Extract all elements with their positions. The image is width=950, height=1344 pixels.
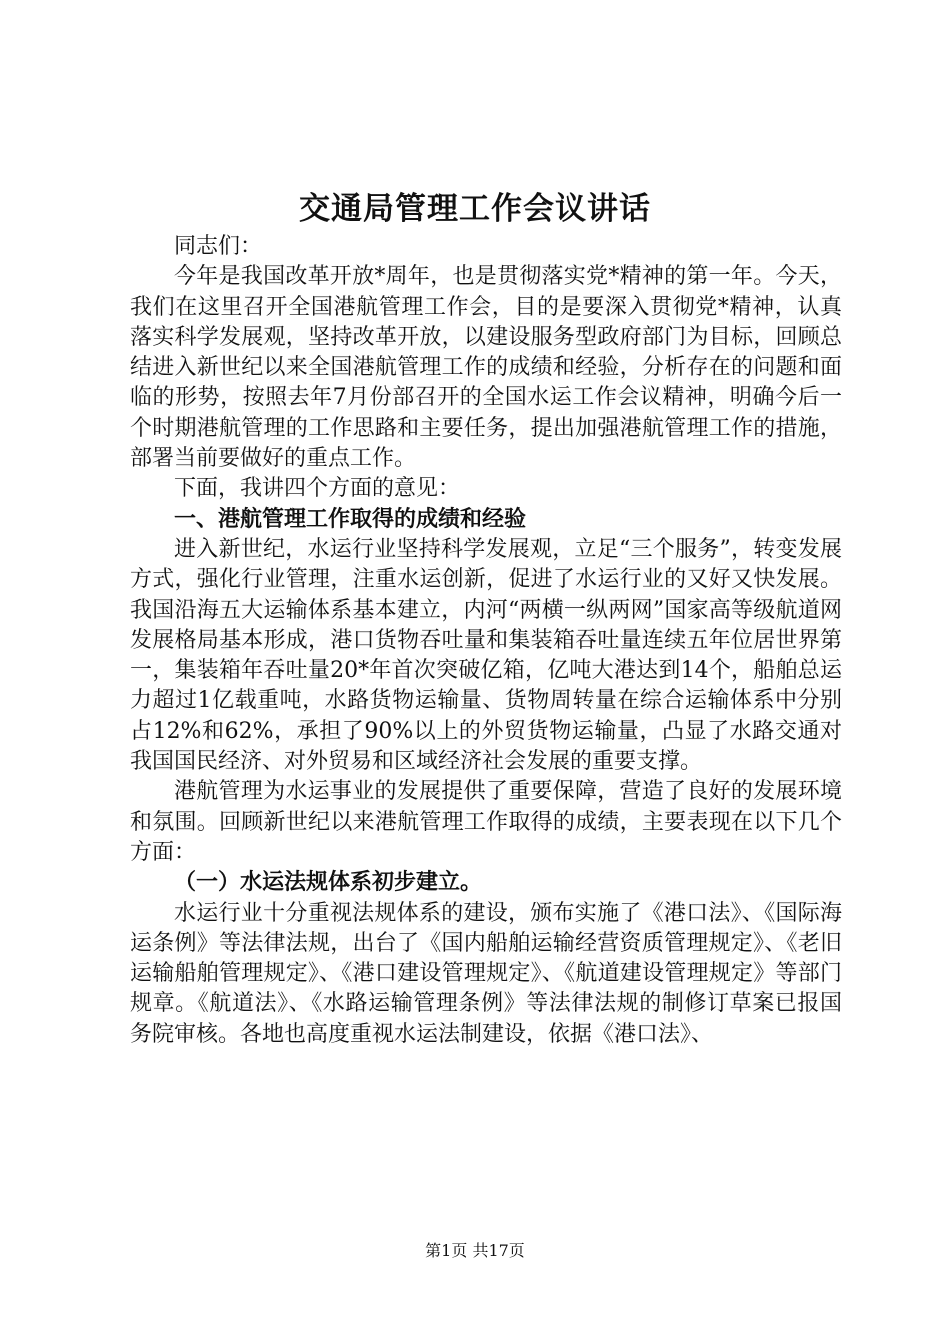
paragraph-management: 港航管理为水运事业的发展提供了重要保障，营造了良好的发展环境和氛围。回顾新世纪以来港航管理工作取得的成绩，主要表现在以下几个方面： — [130, 779, 842, 865]
document-body — [130, 232, 842, 1050]
paragraph-legislation: 水运行业十分重视法规体系的建设，颁布实施了《港口法》、《国际海运条例》等法律法规，出台了《国内船舶运输经营资质管理规定》、《老旧运输船舶管理规定》、《港口建设管理规定》、《航道建设管理规定》等部门规章。《航道法》、《水路运输管理条例》等法律法规的制修订草案已报国务院审核。各地也高度重视水运法制建设，依据《港口法》、 — [130, 900, 842, 1047]
salutation: 同志们： — [174, 234, 263, 259]
section-heading-1: 一、港航管理工作取得的成绩和经验 — [174, 506, 527, 532]
document-title: 交通局管理工作会议讲话 — [299, 191, 651, 227]
subsection-heading-1: （一）水运法规体系初步建立。 — [174, 870, 483, 896]
paragraph-outline: 下面，我讲四个方面的意见： — [174, 476, 461, 502]
paragraph-intro: 今年是我国改革开放*周年，也是贯彻落实党*精神的第一年。今天，我们在这里召开全国港航管理工作会，目的是要深入贯彻党*精神，认真落实科学发展观，坚持改革开放，以建设服务型政府部门为目标，回顾总结进入新世纪以来全国港航管理工作的成绩和经验，分析存在的问题和面临的形势，按照去年7月份部召开的全国水运工作会议精神，明确今后一个时期港航管理的工作思路和主要任务，提出加强港航管理工作的措施，部署当前要做好的重点工作。 — [130, 264, 842, 472]
page-number: 第1页 共17页 — [425, 1241, 525, 1260]
paragraph-achievements: 进入新世纪，水运行业坚持科学发展观，立足“三个服务”，转变发展方式，强化行业管理，注重水运创新，促进了水运行业的又好又快发展。我国沿海五大运输体系基本建立，内河“两横一纵两网”国家高等级航道网发展格局基本形成，港口货物吞吐量和集装箱吞吐量连续五年位居世界第一，集装箱年吞吐量20*年首次突破亿箱，亿吨大港达到14个，船舶总运力超过1亿载重吨，水路货物运输量、货物周转量在综合运输体系中分别占12%和62%，承担了90%以上的外贸货物运输量，凸显了水路交通对我国国民经济、对外贸易和区域经济社会发展的重要支撑。 — [130, 536, 842, 775]
